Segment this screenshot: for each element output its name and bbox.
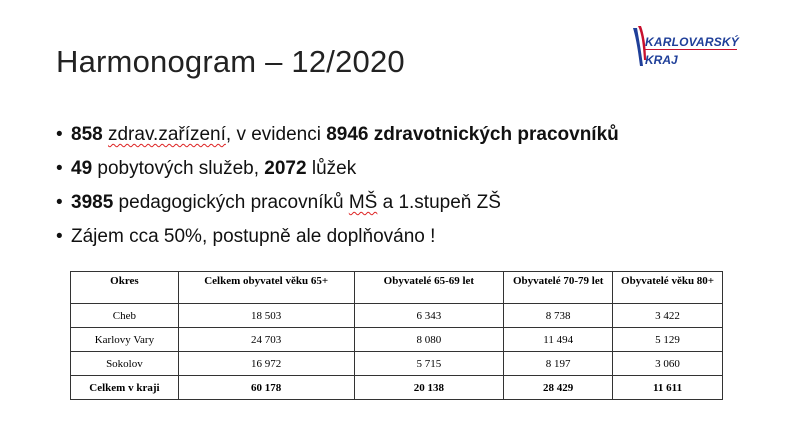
population-table — [70, 271, 723, 400]
column-header: Obyvatelé 70-79 let — [504, 272, 613, 304]
table-cell: 28 429 — [504, 376, 613, 400]
column-header: Celkem obyvatel věku 65+ — [178, 272, 354, 304]
table-cell: 18 503 — [178, 304, 354, 328]
table-total-row — [71, 376, 723, 400]
table-cell: Cheb — [71, 304, 179, 328]
table-cell: 11 494 — [504, 328, 613, 352]
table-cell: 6 343 — [354, 304, 504, 328]
bullet-list — [56, 118, 619, 254]
table-cell: 8 197 — [504, 352, 613, 376]
table-cell: 20 138 — [354, 376, 504, 400]
bullet-item: • 49 pobytových služeb, 2072 lůžek — [56, 152, 619, 186]
bullet-item: • Zájem cca 50%, postupně ale doplňováno ! — [56, 220, 619, 254]
logo-underline — [645, 49, 737, 50]
table-cell: Celkem v kraji — [71, 376, 179, 400]
bullet-item: • 3985 pedagogických pracovníků MŠ a 1.stupeň ZŠ — [56, 186, 619, 220]
table-cell: 24 703 — [178, 328, 354, 352]
column-header: Obyvatelé věku 80+ — [613, 272, 723, 304]
table-header-row — [71, 272, 723, 304]
table-cell: 5 129 — [613, 328, 723, 352]
spellcheck-underlined-text: zdrav.zařízení — [107, 124, 226, 145]
bullet-bold-text: 8946 zdravotnických pracovníků — [326, 124, 619, 145]
table-cell: 5 715 — [354, 352, 504, 376]
table-cell: 60 178 — [178, 376, 354, 400]
table-cell: 11 611 — [613, 376, 723, 400]
table-cell: 3 422 — [613, 304, 723, 328]
table-cell: Karlovy Vary — [71, 328, 179, 352]
bullet-bold-number: 49 — [71, 158, 93, 179]
logo-text-line2: KRAJ — [645, 53, 678, 67]
bullet-bold-number: 3985 — [71, 192, 114, 213]
column-header: Okres — [71, 272, 179, 304]
table-row — [71, 328, 723, 352]
column-header: Obyvatelé 65-69 let — [354, 272, 504, 304]
slide-title: Harmonogram – 12/2020 — [56, 44, 405, 79]
table-row — [71, 352, 723, 376]
spellcheck-underlined-text: MŠ — [348, 192, 378, 213]
table-cell: 8 738 — [504, 304, 613, 328]
table-row — [71, 304, 723, 328]
bullet-bold-number: 2072 — [264, 158, 307, 179]
logo-text-line1: KARLOVARSKÝ — [645, 35, 739, 49]
bullet-bold-number: 858 — [71, 124, 103, 145]
table-cell: 16 972 — [178, 352, 354, 376]
table-cell: 3 060 — [613, 352, 723, 376]
table-cell: Sokolov — [71, 352, 179, 376]
table-cell: 8 080 — [354, 328, 504, 352]
karlovarsky-kraj-logo — [630, 24, 750, 74]
bullet-item: • 858 zdrav.zařízení, v evidenci 8946 zdravotnických pracovníků — [56, 118, 619, 152]
